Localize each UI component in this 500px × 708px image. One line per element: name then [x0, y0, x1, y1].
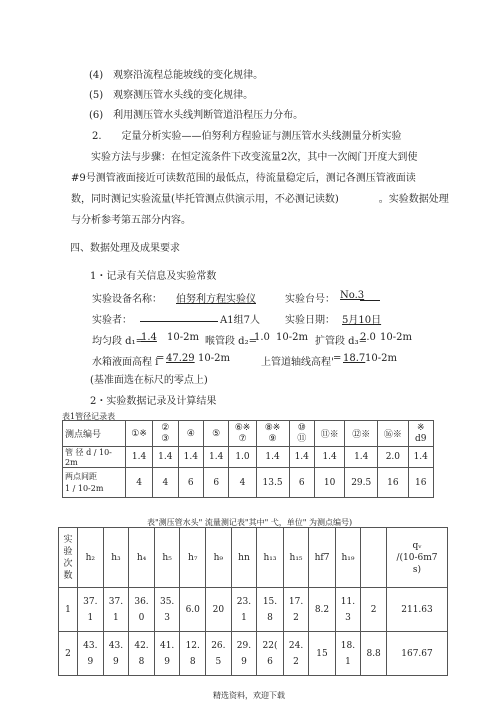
table-cell: 4: [229, 468, 256, 498]
table-cell: 12. 8: [180, 632, 206, 676]
table-cell: 29.5: [345, 468, 378, 498]
date-label: 实验日期：: [285, 315, 335, 326]
table-cell: 17. 2: [283, 588, 309, 632]
table-cell: 2: [361, 588, 387, 632]
table-cell: 8.8: [361, 632, 387, 676]
table-cell: 1.4: [256, 447, 289, 468]
header-cell: h₁₉: [335, 528, 361, 588]
table-cell: ⑪※: [314, 421, 344, 447]
table-cell: ⑩ ⑪: [289, 421, 314, 447]
table-cell: 22( 6: [257, 632, 283, 676]
table-header-row: [59, 528, 448, 588]
header-cell: 管 径 d / 10-2m: [63, 447, 126, 468]
subsection-2-heading: 2・实验数据记录及计算结果: [90, 396, 217, 407]
list-item-6: (6) 利用测压管水头线判断管道沿程压力分布。: [89, 110, 304, 121]
baseline-note: (基准面选在标尺的零点上): [90, 375, 208, 386]
experimenter-label: 实验者：: [92, 315, 132, 326]
header-cell: h₃: [103, 528, 129, 588]
table-cell: 16: [408, 468, 434, 498]
table-cell: 42. 8: [129, 632, 155, 676]
table-cell: 167.67: [387, 632, 448, 676]
header-cell: h₄: [129, 528, 155, 588]
table-cell: 16: [378, 468, 408, 498]
list-item-5: (5) 观察测压管水头线的变化规律。: [89, 90, 254, 101]
table-cell: 37. 1: [103, 588, 129, 632]
table-cell: 35. 3: [154, 588, 180, 632]
footer-note: 精选资料，欢迎下载: [213, 691, 285, 700]
table-row-diameters: [63, 447, 434, 468]
table-1-caption: 表1管径记录表: [62, 412, 116, 421]
header-cell: qᵥ /(10-6m7 s): [387, 528, 448, 588]
throat-label: 喉管段 d₂=: [205, 336, 257, 347]
table-cell: 1.4: [345, 447, 378, 468]
header-cell: h₇: [180, 528, 206, 588]
header-cell: 实 验 次 数: [59, 528, 78, 588]
table-cell: 2.0: [378, 447, 408, 468]
table-cell: 2: [59, 632, 78, 676]
bench-value: No.3: [340, 290, 365, 301]
table-cell: 6: [289, 468, 314, 498]
table-cell: 36. 0: [129, 588, 155, 632]
table-cell: ② ③: [153, 421, 178, 447]
table-row: [59, 632, 448, 676]
table-cell: 43. 9: [103, 632, 129, 676]
header-cell: hn: [231, 528, 257, 588]
table-cell: 24. 2: [283, 632, 309, 676]
section-2-heading: 2. 定量分析实验——伯努利方程验证与测压管水头线测量分析实验: [92, 131, 402, 142]
table-cell: 4: [153, 468, 178, 498]
table-cell: ※ d9: [408, 421, 434, 447]
table-cell: ⑥※ ⑦: [229, 421, 256, 447]
table-cell: ⑫※: [345, 421, 378, 447]
head-flow-table: [58, 527, 448, 676]
header-cell: h₁₅: [283, 528, 309, 588]
experimenter-value: A1组7人: [220, 315, 260, 326]
expand-unit: 10-2m: [380, 332, 412, 343]
table-cell: 41. 9: [154, 632, 180, 676]
pipe-value: 18.7: [343, 353, 366, 364]
table-cell: 43. 9: [78, 632, 104, 676]
table-row-points: [63, 421, 434, 447]
uniform-value: 1.4: [141, 332, 157, 343]
experimenter-underline: [140, 321, 218, 322]
pipe-unit: 10-2m: [365, 353, 397, 364]
table-cell: 1.0: [229, 447, 256, 468]
table-cell: 4: [126, 468, 153, 498]
equipment-label: 实验设备名称：: [92, 294, 162, 305]
table-cell: ④: [178, 421, 203, 447]
tank-eq: =: [156, 353, 165, 364]
date-value: 5月10日: [342, 315, 382, 326]
tank-unit: 10-2m: [198, 353, 230, 364]
table-cell: 6: [204, 468, 229, 498]
table-cell: 10: [314, 468, 344, 498]
header-cell: h₉: [206, 528, 232, 588]
bench-label: 实验台号：: [285, 294, 335, 305]
table-cell: 37. 1: [78, 588, 104, 632]
subsection-1-heading: 1・记录有关信息及实验常数: [90, 271, 217, 282]
table-cell: ⑯※: [378, 421, 408, 447]
method-line-2: #9号测管液面接近可读数范围的最低点，待流量稳定后，测记各测压管液面读: [71, 173, 416, 184]
pipe-diameter-table: [62, 420, 434, 498]
table-cell: 20: [206, 588, 232, 632]
tank-value: 47.29: [166, 353, 195, 364]
equipment-value: 伯努利方程实验仪: [176, 294, 256, 305]
table-cell: 1.4: [289, 447, 314, 468]
table-cell: ⑤: [204, 421, 229, 447]
throat-value: 1.0: [254, 332, 270, 343]
uniform-unit: 10-2m: [167, 332, 199, 343]
header-cell: hf7: [309, 528, 335, 588]
expand-value: 2.0: [360, 332, 376, 343]
pipe-label: 上管道轴线高程': [261, 357, 334, 368]
header-cell: [361, 528, 387, 588]
table-cell: 6.0: [180, 588, 206, 632]
expand-label: 扩管段 d₃=: [315, 336, 367, 347]
list-item-4: (4) 观察沿流程总能坡线的变化规律。: [89, 70, 264, 81]
header-cell: h₅: [154, 528, 180, 588]
table-cell: 13.5: [256, 468, 289, 498]
table-cell: 1.4: [178, 447, 203, 468]
table-cell: 15. 8: [257, 588, 283, 632]
table-cell: ①※: [126, 421, 153, 447]
tank-label: 水箱液面高程 i: [92, 357, 159, 368]
header-cell: 测点编号: [63, 421, 126, 447]
table-cell: 26. 5: [206, 632, 232, 676]
table-2-caption: 表"测压管水头" 流量测记表"其中" 弋，单位" 为测点编号): [147, 518, 353, 527]
method-line-1: 实验方法与步骤：在恒定流条件下改变流量2次，其中一次阀门开度大到使: [91, 152, 418, 163]
table-row: [59, 588, 448, 632]
table-cell: 1.4: [204, 447, 229, 468]
table-cell: 15: [309, 632, 335, 676]
table-cell: 11. 3: [335, 588, 361, 632]
table-row-distances: [63, 468, 434, 498]
table-cell: 1.4: [126, 447, 153, 468]
table-cell: 8.2: [309, 588, 335, 632]
method-line-3: 数，同时测记实验流量(毕托管测点供演示用，不必测记读数) 。实验数据处理: [71, 194, 449, 205]
pipe-eq: =: [333, 353, 342, 364]
table-cell: 1.4: [314, 447, 344, 468]
table-cell: 211.63: [387, 588, 448, 632]
table-cell: 1: [59, 588, 78, 632]
uniform-label: 均匀段 d₁=: [92, 336, 144, 347]
table-cell: ⑧※ ⑨: [256, 421, 289, 447]
throat-unit: 10-2m: [276, 332, 308, 343]
table-cell: 23. 1: [231, 588, 257, 632]
header-cell: h₂: [78, 528, 104, 588]
header-cell: 两点间距 1 / 10-2m: [63, 468, 126, 498]
table-cell: 1.4: [153, 447, 178, 468]
table-cell: 6: [178, 468, 203, 498]
bench-underline: [360, 300, 380, 301]
section-4-heading: 四、数据处理及成果要求: [70, 243, 180, 254]
header-cell: h₁₃: [257, 528, 283, 588]
table-cell: 1.4: [408, 447, 434, 468]
table-cell: 18. 1: [335, 632, 361, 676]
method-line-4: 与分析参考第五部分内容。: [71, 215, 191, 226]
table-cell: 29. 9: [231, 632, 257, 676]
